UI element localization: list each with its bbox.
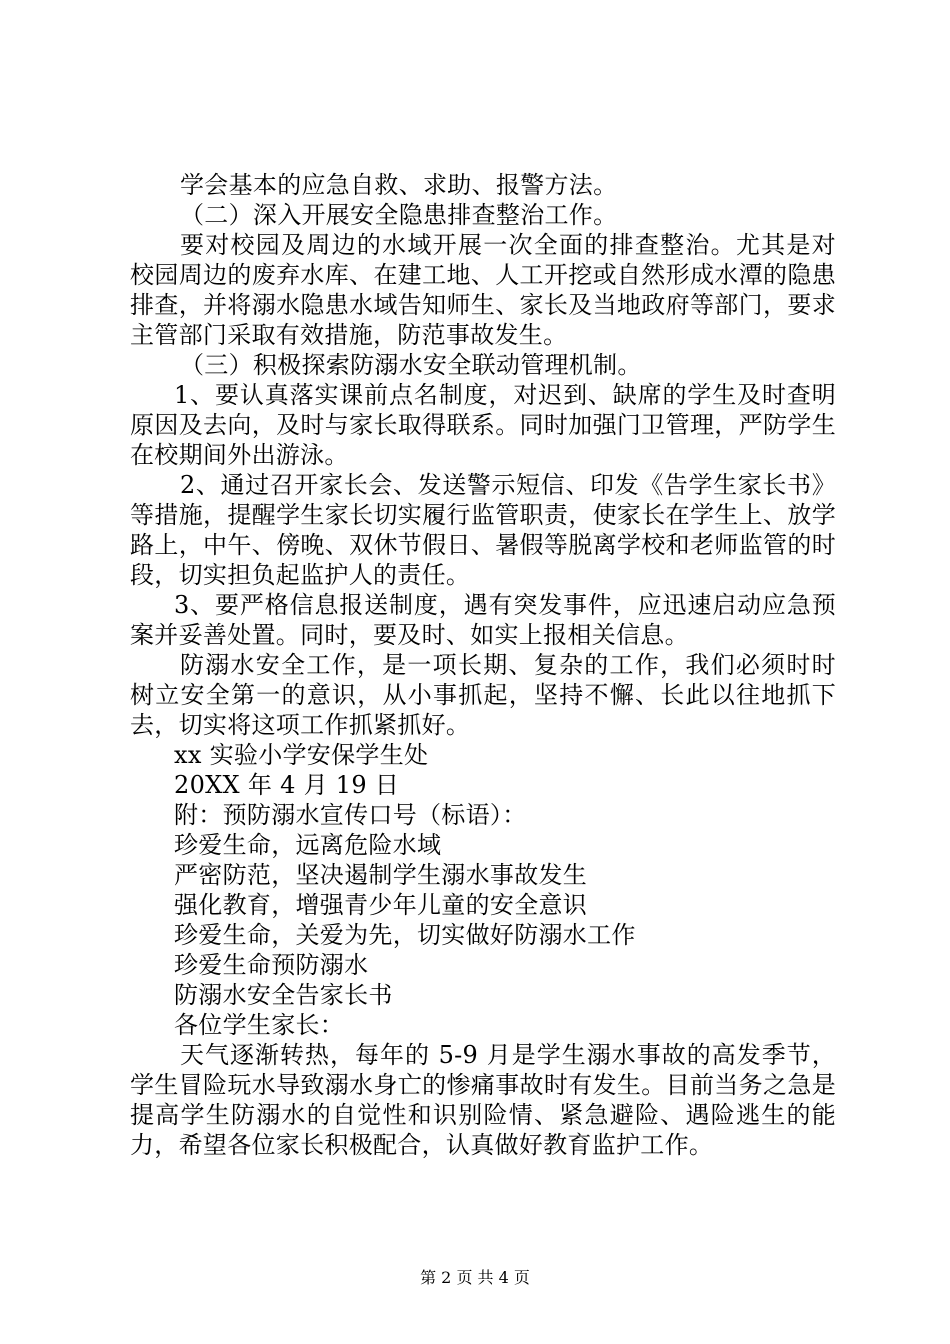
letter-salutation: 各位学生家长：: [174, 1011, 345, 1039]
signature-date: 20XX 年 4 月 19 日: [174, 771, 400, 799]
paragraph-item-3: 3、要严格信息报送制度，遇有突发事件，应迅速启动应急预案并妥善处置。同时，要及时、如实上报相关信息。: [130, 591, 836, 649]
letter-body: 天气逐渐转热，每年的 5-9 月是学生溺水事故的高发季节，学生冒险玩水导致溺水身亡的惨痛事故时有发生。目前当务之急是提高学生防溺水的自觉性和识别险情、紧急避险、遇险逃生的能力，希望各位家长积极配合，认真做好教育监护工作。: [130, 1041, 836, 1159]
page-footer: 第 2 页 共 4 页: [420, 1268, 530, 1287]
section-heading-linkage-mechanism: （三）积极探索防溺水安全联动管理机制。: [180, 351, 642, 379]
paragraph-emergency-skills: 学会基本的应急自救、求助、报警方法。: [180, 171, 618, 199]
paragraph-conclusion: 防溺水安全工作，是一项长期、复杂的工作，我们必须时时树立安全第一的意识，从小事抓起，坚持不懈、长此以往地抓下去，切实将这项工作抓紧抓好。: [130, 651, 836, 739]
paragraph-item-1: 1、要认真落实课前点名制度，对迟到、缺席的学生及时查明原因及去向，及时与家长取得联系。同时加强门卫管理，严防学生在校期间外出游泳。: [130, 381, 836, 469]
slogan-item: 珍爱生命预防溺水: [174, 951, 369, 979]
document-body: [130, 170, 836, 1160]
slogan-item: 珍爱生命，远离危险水域: [174, 831, 442, 859]
signature-org: xx 实验小学安保学生处: [174, 741, 429, 769]
paragraph-item-2: 2、通过召开家长会、发送警示短信、印发《告学生家长书》等措施，提醒学生家长切实履行监管职责，使家长在学生上、放学路上，中午、傍晚、双休节假日、暑假等脱离学校和老师监管的时段，切实担负起监护人的责任。: [130, 471, 836, 589]
section-heading-hazard-inspection: （二）深入开展安全隐患排查整治工作。: [180, 201, 618, 229]
slogan-item: 珍爱生命，关爱为先，切实做好防溺水工作: [174, 921, 636, 949]
slogans-heading: 附：预防溺水宣传口号（标语）：: [174, 801, 527, 829]
slogan-item: 强化教育，增强青少年儿童的安全意识: [174, 891, 588, 919]
slogan-item: 严密防范，坚决遏制学生溺水事故发生: [174, 861, 588, 889]
paragraph-hazard-inspection: 要对校园及周边的水域开展一次全面的排查整治。尤其是对校园周边的废弃水库、在建工地、人工开挖或自然形成水潭的隐患排查，并将溺水隐患水域告知师生、家长及当地政府等部门，要求主管部门采取有效措施，防范事故发生。: [130, 231, 836, 349]
letter-title: 防溺水安全告家长书: [174, 981, 393, 1009]
